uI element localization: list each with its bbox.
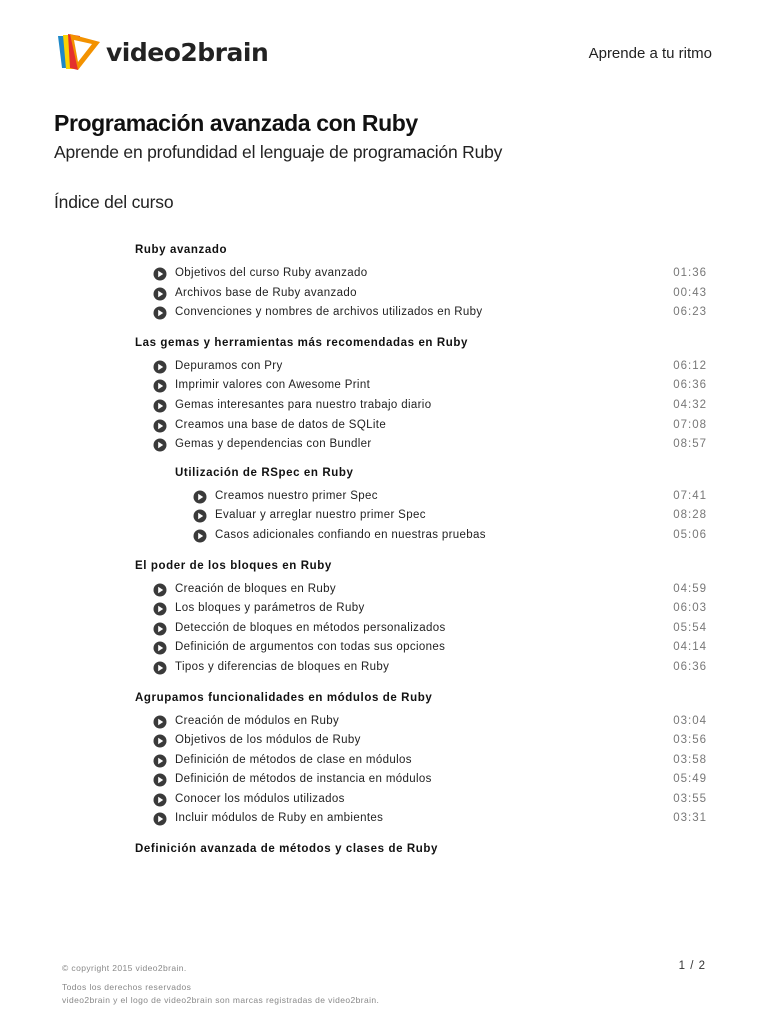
play-bullet-icon — [193, 529, 207, 543]
lesson-row[interactable] — [135, 416, 707, 436]
brand-name: video2brain — [106, 37, 269, 67]
lesson-duration: 05:06 — [673, 528, 707, 541]
toc-section — [135, 839, 707, 859]
footer-trademark: video2brain y el logo de video2brain son marcas registradas de video2brain. — [62, 995, 380, 1005]
play-bullet-icon — [153, 754, 167, 768]
lesson-title: Convenciones y nombres de archivos utilizados en Ruby — [175, 306, 483, 319]
toc-section — [135, 240, 707, 323]
lesson-row[interactable] — [135, 599, 707, 619]
play-bullet-icon — [153, 379, 167, 393]
lesson-title: Imprimir valores con Awesome Print — [175, 379, 371, 392]
lesson-row[interactable] — [175, 487, 707, 507]
lesson-row[interactable] — [135, 731, 707, 751]
play-bullet-icon — [153, 734, 167, 748]
lesson-row[interactable] — [175, 506, 707, 526]
play-bullet-icon — [153, 267, 167, 281]
table-of-contents — [135, 240, 707, 869]
section-title: Definición avanzada de métodos y clases de Ruby — [135, 843, 439, 856]
lesson-duration: 06:23 — [673, 306, 707, 319]
lesson-title: Objetivos del curso Ruby avanzado — [175, 267, 368, 279]
lesson-duration: 08:57 — [673, 438, 707, 451]
play-bullet-icon — [153, 360, 167, 374]
lesson-row[interactable] — [135, 712, 707, 732]
lesson-duration: 00:43 — [673, 286, 707, 299]
section-title: Agrupamos funcionalidades en módulos de Ruby — [135, 691, 433, 704]
lesson-duration: 05:54 — [673, 621, 707, 634]
lesson-title: Creación de bloques en Ruby — [175, 582, 336, 595]
lesson-row[interactable] — [135, 284, 707, 304]
play-bullet-icon — [153, 661, 167, 675]
toc-section — [135, 688, 707, 830]
lesson-row[interactable] — [135, 619, 707, 639]
toc-section — [135, 556, 707, 678]
footer-rights: Todos los derechos reservados — [62, 982, 192, 992]
lesson-duration: 04:32 — [673, 398, 707, 411]
lesson-title: Gemas y dependencias con Bundler — [175, 438, 372, 451]
lesson-title: Depuramos con Pry — [175, 359, 283, 372]
play-bullet-icon — [153, 419, 167, 433]
section-title: El poder de los bloques en Ruby — [135, 559, 332, 572]
lesson-duration: 06:36 — [673, 660, 707, 673]
play-bullet-icon — [153, 399, 167, 413]
lesson-duration: 07:08 — [673, 418, 707, 431]
play-bullet-icon — [153, 287, 167, 301]
lesson-row[interactable] — [135, 790, 707, 810]
lesson-duration: 05:49 — [673, 773, 707, 786]
lesson-row[interactable] — [135, 580, 707, 600]
lesson-title: Evaluar y arreglar nuestro primer Spec — [215, 509, 426, 522]
footer-copyright: © copyright 2015 video2brain. — [62, 963, 187, 973]
lesson-title: Casos adicionales confiando en nuestras pruebas — [215, 528, 486, 541]
lesson-row[interactable] — [135, 357, 707, 377]
video2brain-logo-icon — [54, 32, 102, 72]
play-bullet-icon — [153, 715, 167, 729]
lesson-row[interactable] — [135, 638, 707, 658]
page-number: 1 / 2 — [678, 960, 706, 972]
play-bullet-icon — [193, 490, 207, 504]
brand-logo — [54, 32, 268, 72]
lesson-title: Gemas interesantes para nuestro trabajo diario — [175, 398, 432, 411]
lesson-row[interactable] — [135, 751, 707, 771]
lesson-row[interactable] — [135, 809, 707, 829]
lesson-title: Definición de argumentos con todas sus opciones — [175, 641, 446, 654]
lesson-title: Detección de bloques en métodos personalizados — [175, 621, 446, 634]
lesson-title: Definición de métodos de instancia en módulos — [175, 773, 432, 786]
lesson-duration: 08:28 — [673, 509, 707, 522]
lesson-row[interactable] — [135, 396, 707, 416]
lesson-title: Creamos nuestro primer Spec — [215, 489, 378, 502]
lesson-title: Archivos base de Ruby avanzado — [175, 286, 357, 299]
lesson-row[interactable] — [175, 526, 707, 546]
toc-subsection — [135, 463, 707, 546]
section-title: Las gemas y herramientas más recomendadas en Ruby — [135, 336, 469, 349]
play-bullet-icon — [153, 602, 167, 616]
play-bullet-icon — [153, 622, 167, 636]
lesson-duration: 03:55 — [673, 792, 707, 805]
lesson-duration: 06:03 — [673, 602, 707, 615]
toc-section — [135, 333, 707, 546]
lesson-title: Objetivos de los módulos de Ruby — [175, 734, 361, 747]
lesson-duration: 04:14 — [673, 641, 707, 654]
course-title: Programación avanzada con Ruby — [54, 110, 418, 136]
play-bullet-icon — [153, 641, 167, 655]
section-title: Ruby avanzado — [135, 244, 228, 256]
play-bullet-icon — [153, 793, 167, 807]
index-heading: Índice del curso — [54, 192, 174, 212]
lesson-title: Conocer los módulos utilizados — [175, 792, 345, 805]
lesson-row[interactable] — [135, 435, 707, 455]
lesson-title: Definición de métodos de clase en módulos — [175, 753, 412, 766]
lesson-row[interactable] — [135, 770, 707, 790]
lesson-duration: 06:36 — [673, 379, 707, 392]
lesson-duration: 01:36 — [673, 267, 707, 279]
lesson-duration: 03:56 — [673, 734, 707, 747]
brand-tagline: Aprende a tu ritmo — [588, 45, 712, 62]
lesson-duration: 03:04 — [673, 714, 707, 727]
lesson-duration: 03:31 — [673, 812, 707, 825]
lesson-duration: 04:59 — [673, 582, 707, 595]
play-bullet-icon — [153, 306, 167, 320]
lesson-row[interactable] — [135, 303, 707, 323]
lesson-row[interactable] — [135, 658, 707, 678]
lesson-duration: 03:58 — [673, 753, 707, 766]
lesson-title: Incluir módulos de Ruby en ambientes — [175, 812, 384, 825]
play-bullet-icon — [193, 509, 207, 523]
lesson-duration: 07:41 — [673, 489, 707, 502]
page-footer — [62, 962, 379, 1007]
lesson-title: Los bloques y parámetros de Ruby — [175, 602, 365, 615]
lesson-row[interactable] — [135, 264, 707, 284]
play-bullet-icon — [153, 583, 167, 597]
play-bullet-icon — [153, 773, 167, 787]
lesson-title: Creamos una base de datos de SQLite — [175, 418, 387, 431]
lesson-title: Tipos y diferencias de bloques en Ruby — [175, 660, 390, 673]
lesson-title: Creación de módulos en Ruby — [175, 714, 340, 727]
play-bullet-icon — [153, 812, 167, 826]
page-header — [54, 32, 714, 76]
lesson-row[interactable] — [135, 376, 707, 396]
lesson-duration: 06:12 — [673, 359, 707, 372]
play-bullet-icon — [153, 438, 167, 452]
subsection-title: Utilización de RSpec en Ruby — [175, 466, 354, 479]
course-subtitle: Aprende en profundidad el lenguaje de programación Ruby — [54, 142, 503, 162]
